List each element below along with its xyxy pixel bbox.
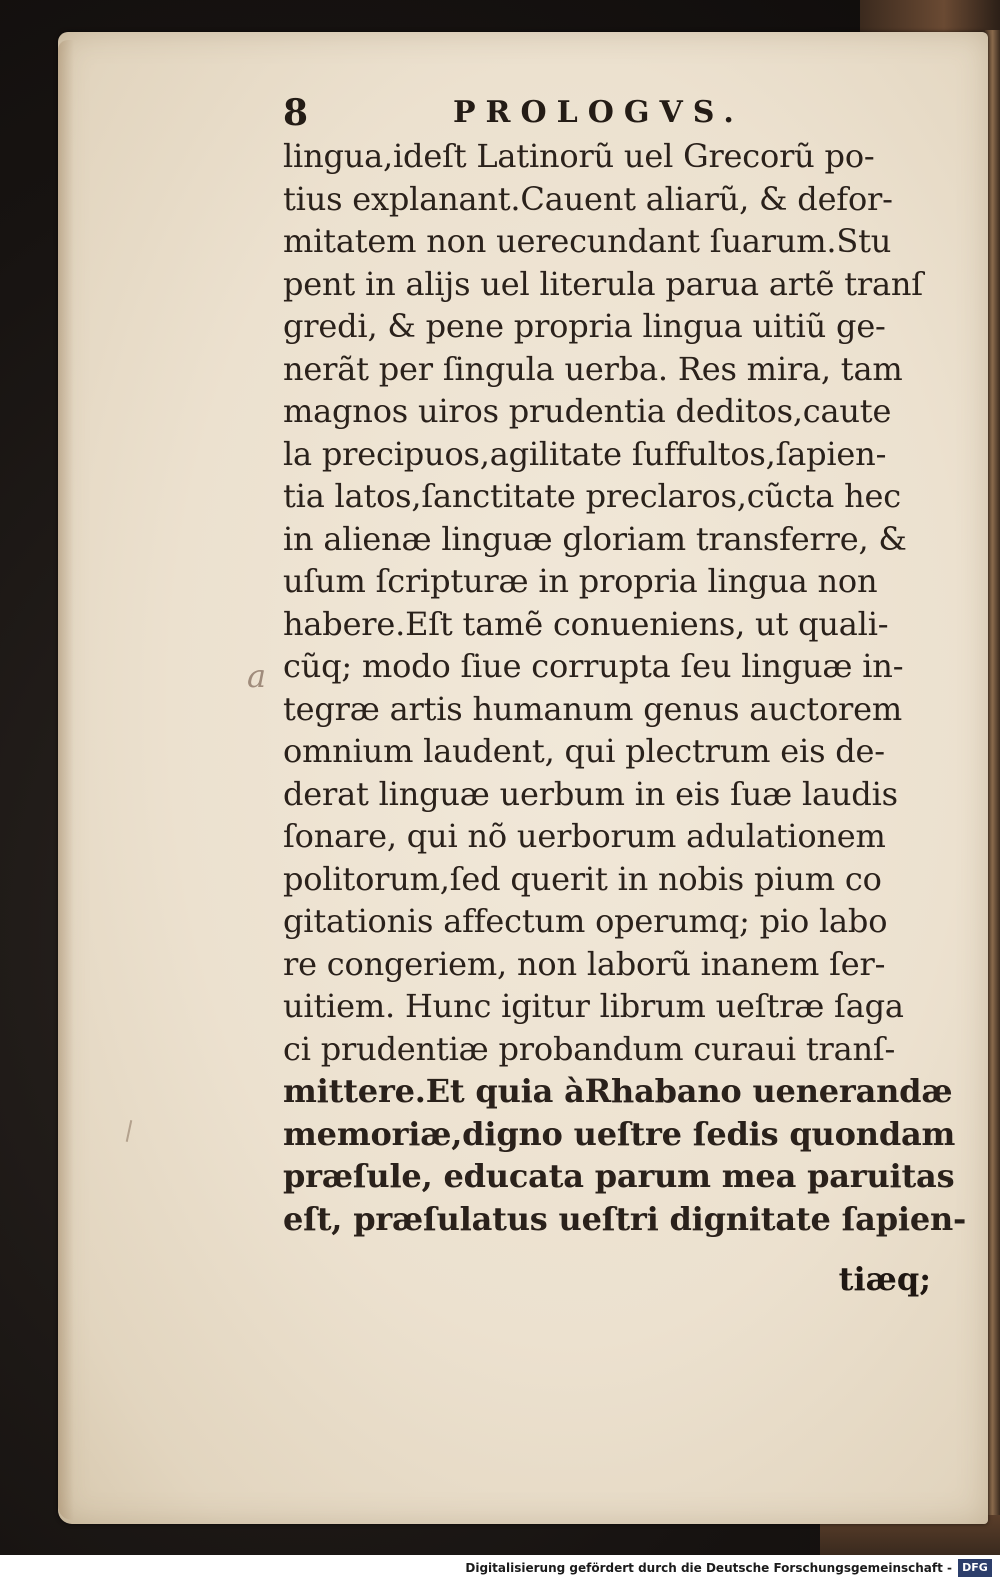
text-block [283, 135, 967, 1240]
text-line: omnium laudent, qui plectrum eis de- [283, 732, 885, 770]
text-line: tia latos,ſanctitate preclaros,cũcta hec [283, 477, 901, 515]
footer-credit-text: Digitalisierung gefördert durch die Deutsche Forschungsgemeinschaft - [465, 1561, 952, 1575]
text-line: lingua,ideſt Latinorũ uel Grecorũ po- [283, 137, 875, 175]
text-line: nerãt per ſingula uerba. Res mira, tam [283, 349, 903, 388]
page-number: 8 [283, 92, 309, 134]
text-line: politorum,ſed querit in nobis pium co [283, 859, 882, 898]
text-line: cũq; modo ſiue corrupta ſeu linguæ in- [283, 647, 904, 685]
catchword: tiæq; [838, 1260, 931, 1298]
digitization-footer [0, 1555, 1000, 1582]
text-line: habere.Eſt tamẽ conueniens, ut quali- [283, 604, 889, 643]
text-line: re congeriem, non laborũ inanem ſer- [283, 944, 886, 983]
text-line: uitiem. Hunc igitur librum ueſtræ ſaga [283, 987, 904, 1025]
margin-note: a [247, 657, 267, 695]
text-line: præſule, educata parum mea paruitas [283, 1157, 955, 1195]
dfg-logo: DFG [958, 1559, 992, 1577]
running-head [283, 88, 943, 138]
text-line: derat linguæ uerbum in eis ſuæ laudis [283, 774, 898, 813]
text-line: la precipuos,agilitate ſuffultos,ſapien- [283, 434, 887, 473]
text-line: magnos uiros prudentia deditos,caute [283, 392, 892, 430]
text-line: pent in alijs uel literula parua artẽ tranſ [283, 264, 923, 303]
text-line: in alienæ linguæ gloriam transferre, & [283, 519, 907, 558]
text-line: mitatem non uerecundant ſuarum.Stu [283, 222, 892, 260]
text-line: uſum ſcripturæ in propria lingua non [283, 562, 878, 600]
text-line: tegræ artis humanum genus auctorem [283, 689, 903, 728]
text-line: memoriæ,digno ueſtre ſedis quondam [283, 1114, 956, 1153]
text-line: mittere.Et quia àRhabano uenerandæ [283, 1072, 953, 1110]
text-line: gitationis affectum operumq; pio labo [283, 902, 888, 940]
text-line: gredi, & pene propria lingua uitiũ ge- [283, 307, 886, 345]
page-gutter-shadow [58, 40, 74, 1520]
text-line: tius explanant.Cauent aliarũ, & defor- [283, 179, 893, 218]
text-line: ſonare, qui nõ uerborum adulationem [283, 817, 886, 855]
text-line: eſt, præſulatus ueſtri dignitate ſapien- [283, 1199, 967, 1238]
text-line: ci prudentiæ probandum curaui tranſ- [283, 1029, 896, 1068]
running-title: PROLOGVS. [453, 95, 744, 130]
